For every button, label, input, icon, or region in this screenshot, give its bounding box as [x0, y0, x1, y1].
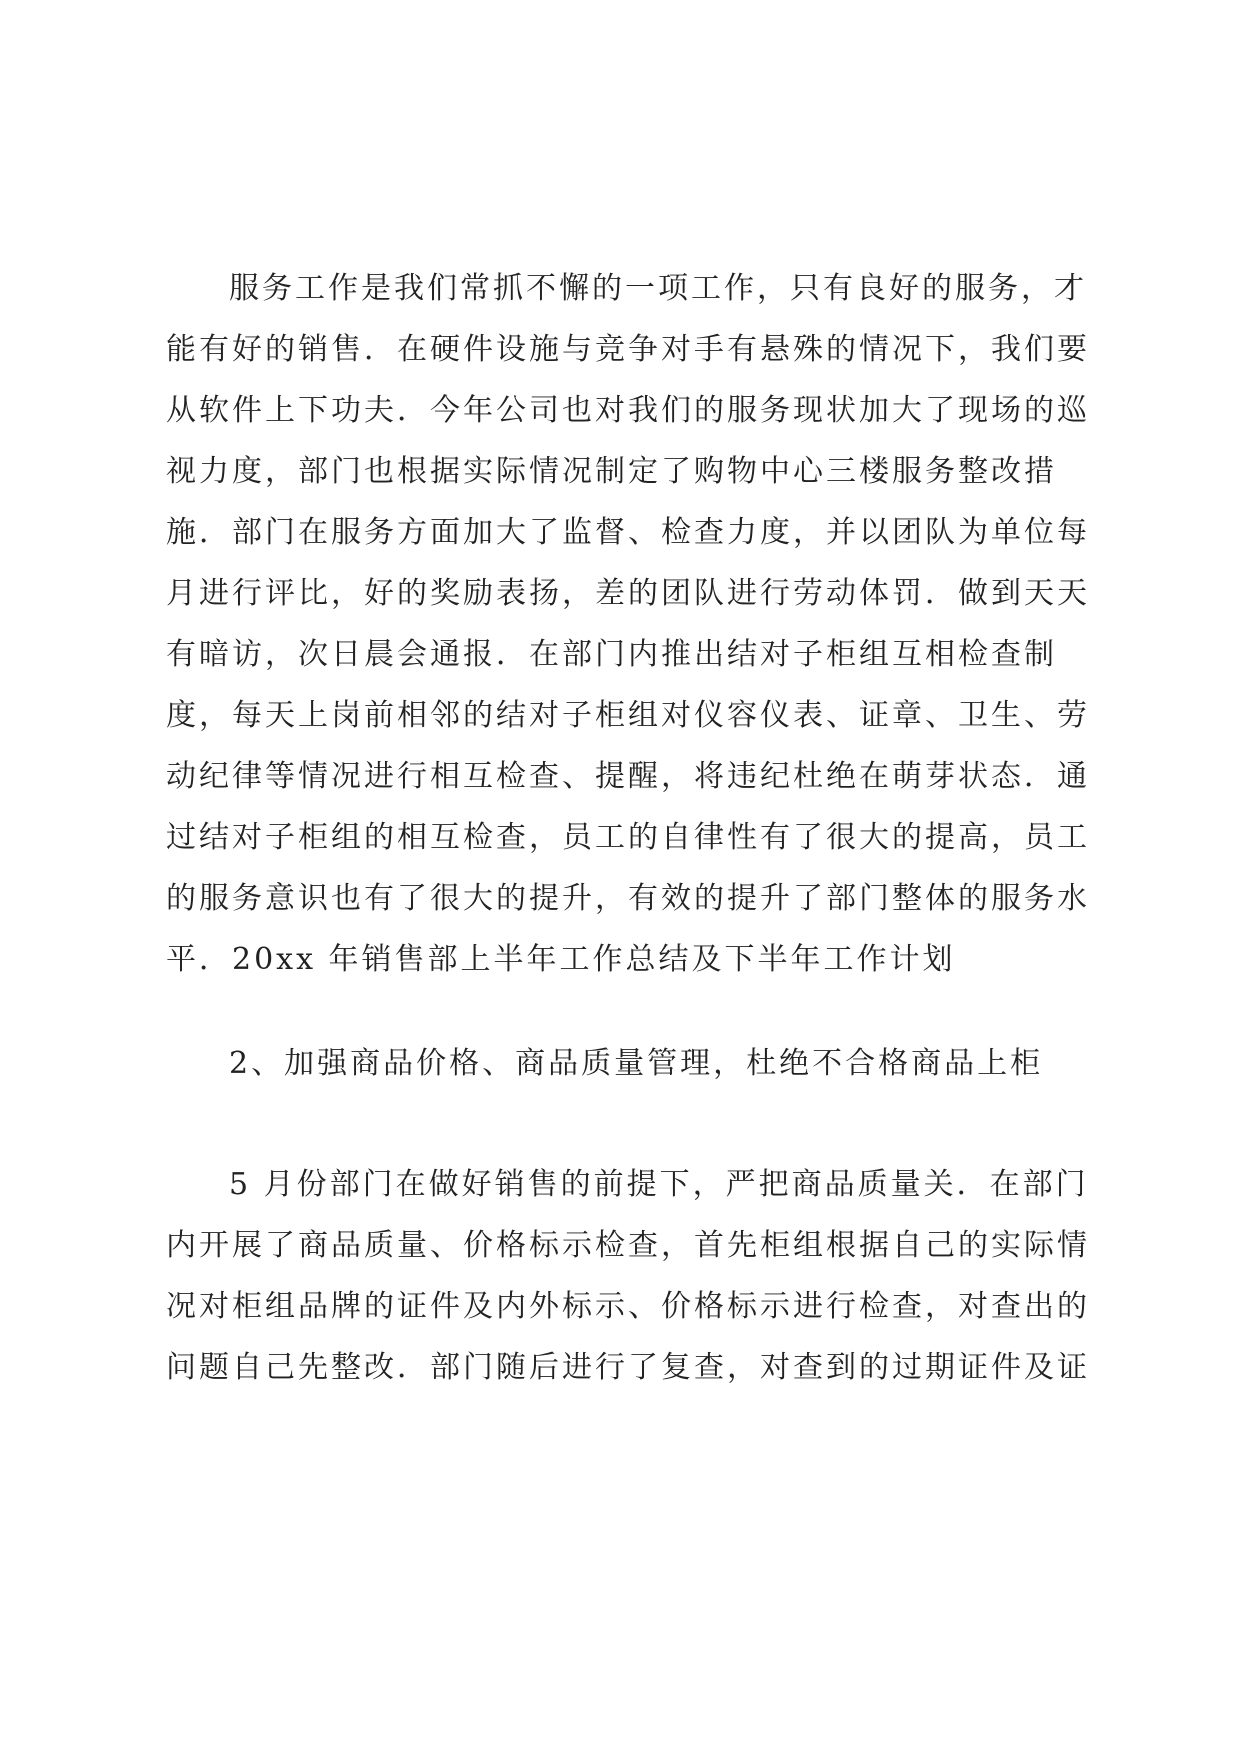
text-line: 从软件上下功夫．今年公司也对我们的服务现状加大了现场的巡 [166, 393, 1090, 428]
text-line: 视力度，部门也根据实际情况制定了购物中心三楼服务整改措 [166, 454, 1057, 489]
paragraph-spacer [166, 1094, 1096, 1154]
text-line: 动纪律等情况进行相互检查、提醒，将违纪杜绝在萌芽状态．通 [166, 759, 1090, 794]
text-line: 施．部门在服务方面加大了监督、检查力度，并以团队为单位每 [166, 515, 1090, 550]
paragraph-service-work [166, 258, 1096, 990]
text-line: 过结对子柜组的相互检查，员工的自律性有了很大的提高，员工 [166, 820, 1090, 855]
paragraph-quality-check [166, 1154, 1096, 1398]
text-line: 度，每天上岗前相邻的结对子柜组对仪容仪表、证章、卫生、劳 [166, 698, 1090, 733]
text-line: 服务工作是我们常抓不懈的一项工作，只有良好的服务，才 [229, 271, 1087, 306]
section-heading: 2、加强商品价格、商品质量管理，杜绝不合格商品上柜 [229, 1046, 1044, 1081]
text-line: 有暗访，次日晨会通报．在部门内推出结对子柜组互相检查制 [166, 637, 1057, 672]
document-body [166, 258, 1096, 1398]
text-line: 5 月份部门在做好销售的前提下，严把商品质量关．在部门 [229, 1167, 1089, 1202]
text-line: 月进行评比，好的奖励表扬，差的团队进行劳动体罚．做到天天 [166, 576, 1090, 611]
text-line: 的服务意识也有了很大的提升，有效的提升了部门整体的服务水 [166, 881, 1090, 916]
paragraph-spacer [166, 990, 1096, 1033]
text-line: 能有好的销售．在硬件设施与竞争对手有悬殊的情况下，我们要 [166, 332, 1090, 367]
text-line: 内开展了商品质量、价格标示检查，首先柜组根据自己的实际情 [166, 1228, 1090, 1263]
text-line: 平．20xx 年销售部上半年工作总结及下半年工作计划 [166, 942, 956, 977]
text-line: 问题自己先整改．部门随后进行了复查，对查到的过期证件及证 [166, 1350, 1090, 1385]
text-line: 况对柜组品牌的证件及内外标示、价格标示进行检查，对查出的 [166, 1289, 1090, 1324]
